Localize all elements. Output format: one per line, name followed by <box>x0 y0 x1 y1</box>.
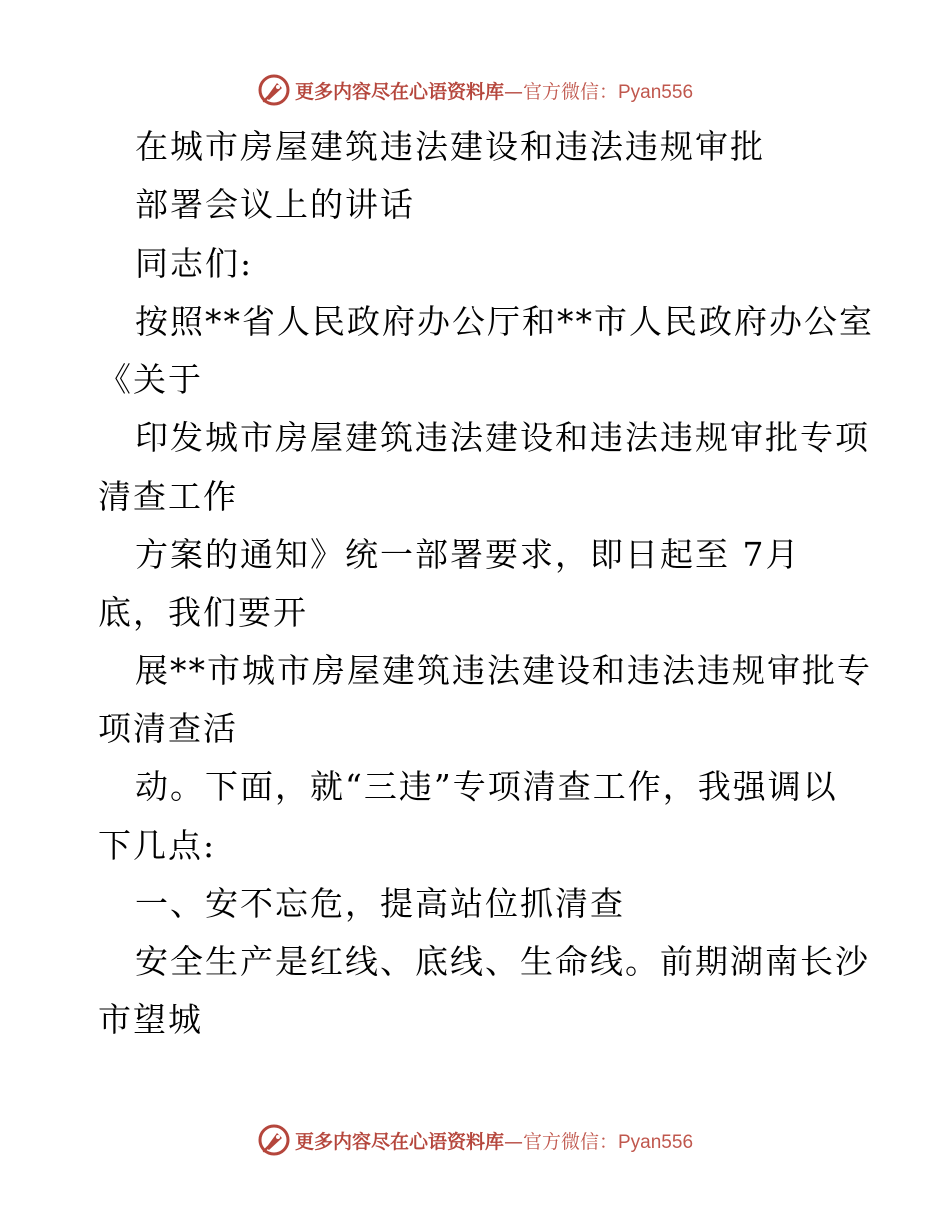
doc-line-paragraph: 清查工作 <box>98 477 238 516</box>
pen-nib-seal-icon <box>257 73 291 107</box>
doc-line-paragraph: 市望城 <box>98 1000 203 1039</box>
doc-line-paragraph: 《关于 <box>98 360 203 399</box>
doc-line-paragraph: 底，我们要开 <box>98 593 308 632</box>
doc-line-paragraph: 安全生产是红线、底线、生命线。前期湖南长沙 <box>135 942 870 981</box>
header-watermark <box>0 72 950 108</box>
watermark-wechat-label: 官方微信： <box>522 80 618 103</box>
doc-line-paragraph: 按照**省人民政府办公厅和**市人民政府办公室 <box>135 302 874 341</box>
doc-line-paragraph: 项清查活 <box>98 709 238 748</box>
doc-line-paragraph: 印发城市房屋建筑违法建设和违法违规审批专项 <box>135 418 870 457</box>
watermark-brand: 更多内容尽在心语资料库 <box>294 80 504 103</box>
watermark-separator: — <box>503 80 523 103</box>
doc-line-paragraph: 下几点: <box>98 826 217 865</box>
footer-watermark <box>0 1122 950 1158</box>
watermark-brand: 更多内容尽在心语资料库 <box>294 1130 504 1153</box>
pen-nib-seal-icon <box>257 1123 291 1157</box>
watermark-wechat-id: Pyan556 <box>618 81 694 103</box>
watermark-wechat-label: 官方微信： <box>522 1130 618 1153</box>
doc-line-paragraph: 展**市城市房屋建筑违法建设和违法违规审批专 <box>135 651 872 690</box>
watermark-wechat-id: Pyan556 <box>618 1131 694 1153</box>
watermark-separator: — <box>503 1130 523 1153</box>
doc-line-salutation: 同志们: <box>135 244 254 283</box>
watermark-text <box>295 1127 693 1154</box>
doc-line-paragraph: 方案的通知》统一部署要求，即日起至 7月 <box>135 535 801 574</box>
doc-line-title-2: 部署会议上的讲话 <box>135 185 415 224</box>
watermark-text <box>295 77 693 104</box>
doc-line-section-heading: 一、安不忘危，提高站位抓清查 <box>135 884 625 923</box>
doc-line-paragraph: 动。下面，就“三违”专项清查工作，我强调以 <box>135 767 838 806</box>
doc-line-title-1: 在城市房屋建筑违法建设和违法违规审批 <box>135 127 765 166</box>
